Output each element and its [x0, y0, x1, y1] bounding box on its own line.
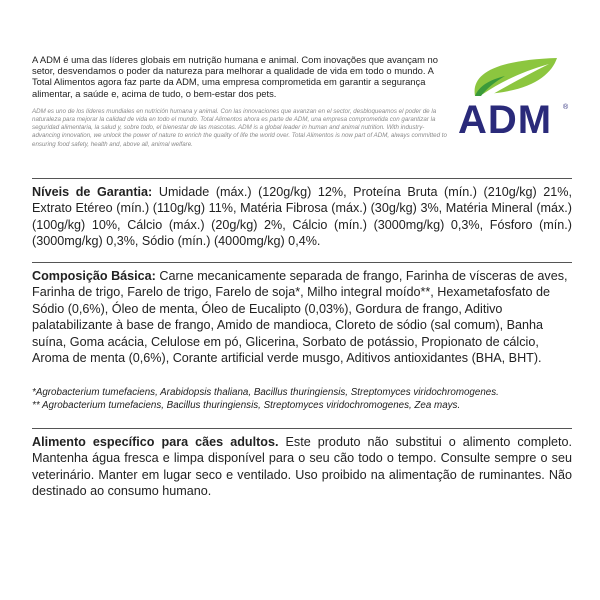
adm-logo: [455, 52, 575, 144]
intro-section: [32, 54, 452, 149]
composicao-label: Composição Básica:: [32, 269, 156, 283]
gmo-note-1: *Agrobacterium tumefaciens, Arabidopsis thaliana, Bacillus thuringiensis, Streptomyces viridochromogenes.: [32, 387, 499, 398]
divider: [32, 428, 572, 429]
alimento-info: [32, 434, 572, 500]
gmo-notes: [32, 386, 572, 412]
alimento-label: Alimento específico para cães adultos.: [32, 435, 279, 449]
composicao-basica: [32, 268, 572, 366]
divider: [32, 178, 572, 179]
niveis-de-garantia: [32, 184, 572, 250]
intro-portuguese: A ADM é uma das líderes globais em nutrição humana e animal. Com inovações que avançam no setor, desvendamos o poder da natureza para melhorar a qualidade de vida em todo o mundo. A Total Alimentos agora faz parte da ADM, uma empresa comprometida em garantir a segurança alimentar, a saúde e, acima de tudo, o bem-estar dos pets.: [32, 54, 438, 99]
divider: [32, 262, 572, 263]
leaf-icon: [455, 52, 575, 102]
gmo-note-2: ** Agrobacterium tumefaciens, Bacillus thuringiensis, Streptomyces viridochromogenes, Zea mays.: [32, 400, 461, 411]
logo-wordmark: ADM: [458, 98, 553, 142]
niveis-label: Níveis de Garantia:: [32, 185, 153, 199]
composicao-text: Carne mecanicamente separada de frango, Farinha de vísceras de aves, Farinha de trigo, Farelo de trigo, Farelo de soja*, Milho integral moído**, Hexametafosfato de Sódio (0,6%), Óleo de menta, Óleo de Eucalipto (0,03%), Gordura de frango, Aditivo palatabilizante à base de frango, Amido de mandioca, Cloreto de sódio (sal comum), Banha suína, Goma acácia, Celulose em pó, Glicerina, Sorbato de potássio, Propionato de cálcio, Aroma de menta (0,6%), Corante artificial verde musgo, Aditivos antioxidantes (BHA, BHT).: [32, 269, 568, 366]
alimento-text: Este produto não substitui o alimento completo. Mantenha água fresca e limpa disponível para o seu cão todo o tempo. Consulte sempre o seu veterinário. Manter em lugar seco e ventilado. Uso proibido na alimentação de ruminantes. Não destinado ao consumo humano.: [32, 435, 572, 499]
intro-spanish-english: ADM es uno de los líderes mundiales en nutrición humana y animal. Con las innovaciones que avanzan en el sector, desbloqueamos el poder de la naturaleza para mejorar la calidad de vida en todo el mundo. Total Alimentos ahora es parte de ADM, una empresa comprometida con garantizar la seguridad alimentaria, la salud y, sobre todo, el bienestar de las mascotas. ADM is a global leader in human and animal nutrition. With industry-advancing innovation, we unlock the power of nature to enrich the quality of life the world over. Total Alimentos is now part of ADM, always committed to ensuring food safety, health and, above all, animal welfare.: [32, 107, 447, 148]
registered-mark: ®: [563, 104, 569, 111]
niveis-text: Umidade (máx.) (120g/kg) 12%, Proteína Bruta (mín.) (210g/kg) 21%, Extrato Etéreo (mín.) (110g/kg) 11%, Matéria Fibrosa (máx.) (30g/kg) 3%, Matéria Mineral (máx.) (100g/kg) 10%, Cálcio (máx.) (20g/kg) 2%, Cálcio (mín.) (3000mg/kg) 0,3%, Fósforo (mín.) (3000mg/kg) 0,3%, Sódio (mín.) (4000mg/kg) 0,4%.: [32, 185, 572, 249]
